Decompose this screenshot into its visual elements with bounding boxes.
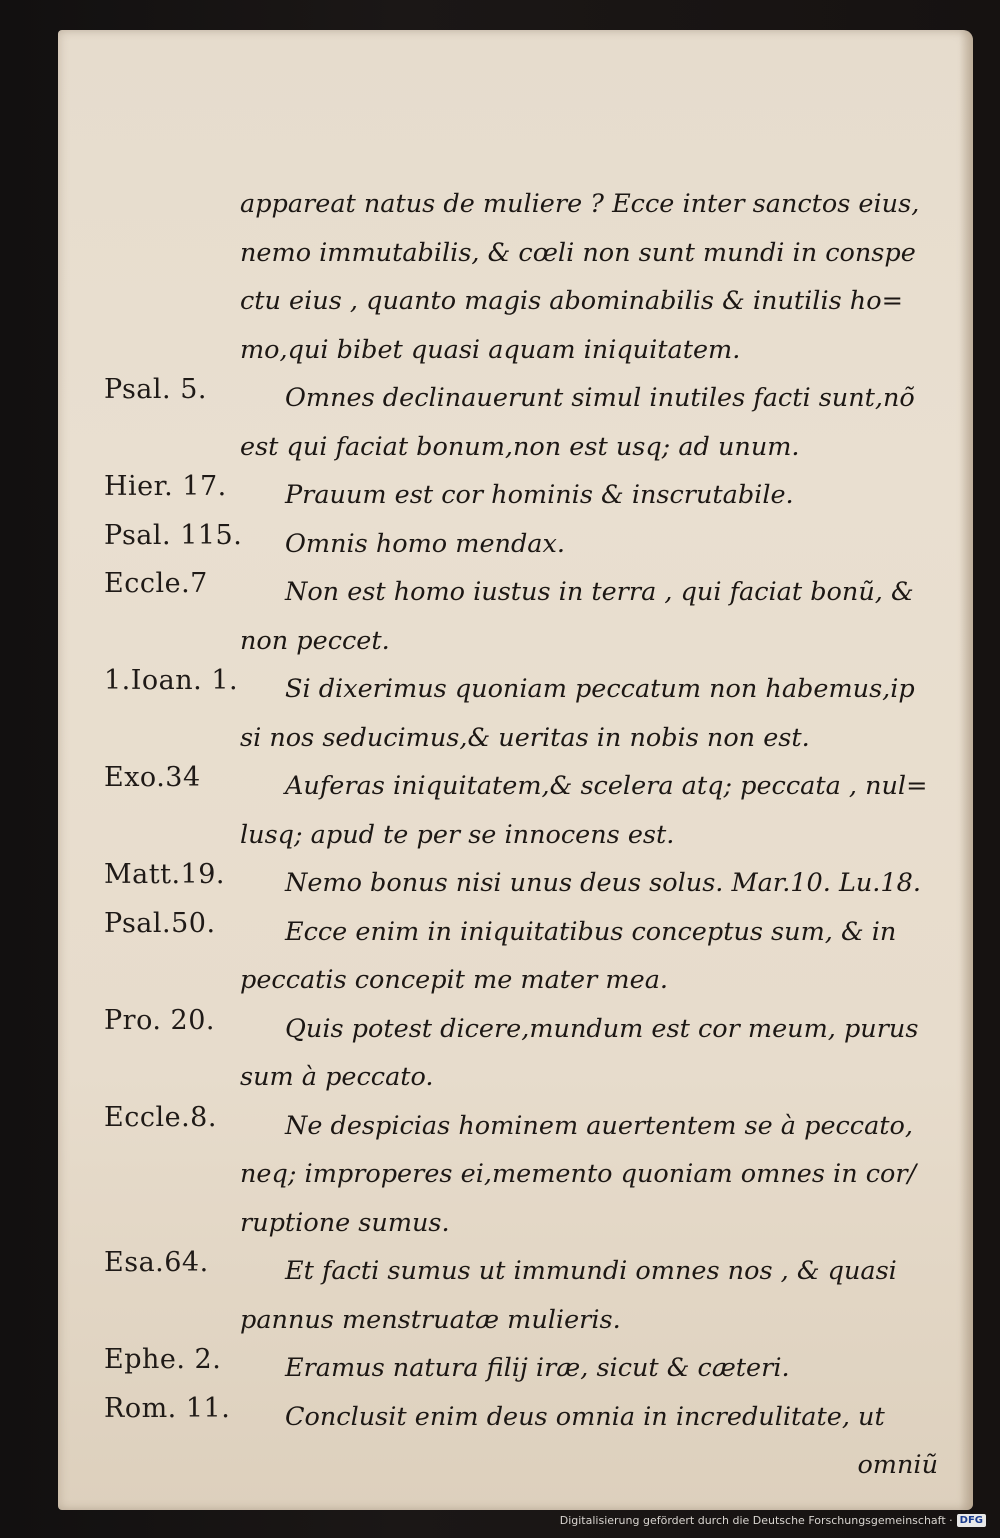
text-block	[58, 180, 973, 1490]
text-line: Ecce enim in iniquitatibus conceptus sum, & in	[285, 916, 897, 947]
text-line: Conclusit enim deus omnia in incredulitate, ut	[285, 1401, 885, 1432]
dfg-logo: DFG	[957, 1514, 986, 1527]
margin-reference: Psal. 5.	[104, 374, 207, 405]
text-line: appareat natus de muliere ? Ecce inter sanctos eius,	[240, 189, 920, 219]
margin-reference: Rom. 11.	[104, 1392, 231, 1424]
entry-eccle-7	[58, 568, 973, 665]
text-line: Omnes declinauerunt simul inutiles facti sunt,nõ	[285, 383, 915, 413]
text-line: sum à peccato.	[240, 1062, 434, 1092]
text-line: Et facti sumus ut immundi omnes nos , & quasi	[285, 1256, 897, 1286]
margin-reference: Hier. 17.	[104, 471, 227, 502]
text-line: pannus menstruatæ mulieris.	[240, 1304, 621, 1335]
entry-eccle-8	[58, 1102, 973, 1248]
entry-psal-115	[58, 520, 973, 569]
entry-matt-19	[58, 859, 973, 908]
catchword: omniũ	[857, 1450, 938, 1480]
text-line: Quis potest dicere,mundum est cor meum, purus	[285, 1013, 919, 1044]
entry-esa-64	[58, 1247, 973, 1344]
text-line: si nos seducimus,& ueritas in nobis non est.	[240, 722, 810, 753]
text-line: nemo immutabilis, & cœli non sunt mundi in conspe	[240, 237, 916, 268]
margin-reference: Ephe. 2.	[104, 1344, 222, 1375]
margin-reference: Eccle.8.	[104, 1101, 217, 1133]
entry-exo-34	[58, 762, 973, 859]
text-line: Omnis homo mendax.	[285, 528, 565, 559]
credit-text: Digitalisierung gefördert durch die Deutsche Forschungsgemeinschaft ·	[559, 1513, 953, 1527]
text-line: mo,qui bibet quasi aquam iniquitatem.	[240, 334, 741, 365]
entry-ephe-2	[58, 1344, 973, 1393]
text-line: Auferas iniquitatem,& scelera atq; peccata , nul=	[285, 771, 928, 801]
text-line: non peccet.	[240, 625, 390, 656]
text-line: Si dixerimus quoniam peccatum non habemus,ip	[285, 674, 915, 704]
text-line: Nemo bonus nisi unus deus solus. Mar.10. Lu.18.	[285, 868, 921, 898]
text-line: Prauum est cor hominis & inscrutabile.	[285, 480, 794, 510]
text-line: lusq; apud te per se innocens est.	[240, 819, 675, 850]
margin-reference: Matt.19.	[104, 859, 225, 890]
margin-reference: Psal.50.	[104, 907, 216, 939]
text-line: peccatis concepit me mater mea.	[240, 965, 669, 995]
entry-pro-20	[58, 1005, 973, 1102]
text-line: est qui faciat bonum,non est usq; ad unum.	[240, 431, 800, 462]
book-page	[58, 30, 973, 1510]
text-line: Non est homo iustus in terra , qui faciat bonũ, &	[285, 577, 914, 607]
entry-rom-11	[58, 1393, 973, 1442]
margin-reference: 1.Ioan. 1.	[104, 665, 239, 696]
digitization-credit	[560, 1512, 986, 1528]
margin-reference: Esa.64.	[104, 1247, 209, 1278]
entry-1-ioan-1	[58, 665, 973, 762]
text-line: Ne despicias hominem auertentem se à peccato,	[285, 1110, 913, 1141]
text-line: ruptione sumus.	[240, 1207, 450, 1238]
text-line: Eramus natura filij iræ, sicut & cæteri.	[285, 1353, 790, 1383]
margin-reference: Eccle.7	[104, 568, 208, 599]
entry-psal-5	[58, 374, 973, 471]
margin-reference: Psal. 115.	[104, 519, 243, 551]
entry-continuation	[58, 180, 973, 374]
margin-reference: Exo.34	[104, 762, 201, 793]
entry-psal-50	[58, 908, 973, 1005]
text-line: neq; improperes ei,memento quoniam omnes in cor/	[240, 1159, 917, 1189]
text-line: ctu eius , quanto magis abominabilis & inutilis ho=	[240, 286, 903, 316]
margin-reference: Pro. 20.	[104, 1004, 215, 1036]
entry-hier-17	[58, 471, 973, 520]
